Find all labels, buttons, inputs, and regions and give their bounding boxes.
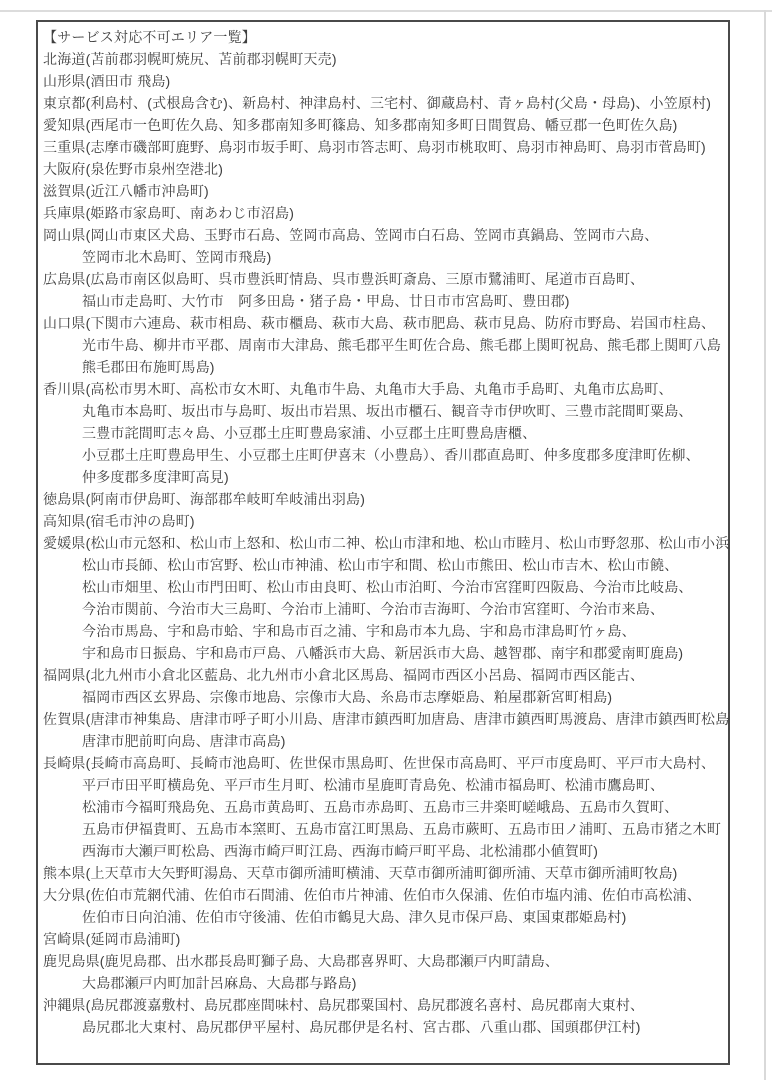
prefecture-entry: [43, 70, 724, 92]
area-line-continuation: 大島郡瀬戸内町加計呂麻島、大島郡与路島): [82, 975, 357, 991]
prefecture-entry: [43, 92, 724, 114]
area-line-continuation: 福岡市西区玄界島、宗像市地島、宗像市大島、糸島市志摩姫島、粕屋郡新宮町相島): [82, 689, 613, 705]
area-line-continuation: 福山市走島町、大竹市 阿多田島・猪子島・甲島、廿日市市宮島町、豊田郡): [82, 293, 570, 309]
area-line-continuation: 宇和島市日振島、宇和島市戸島、八幡浜市大島、新居浜市大島、越智郡、南宇和郡愛南町鹿島): [82, 645, 684, 661]
prefecture-entry: [43, 202, 724, 224]
prefecture-entry: [43, 532, 730, 664]
document-title: 【サービス対応不可エリア一覧】: [43, 29, 256, 45]
prefecture-entry: [43, 950, 724, 994]
area-line-continuation: 小豆郡土庄町豊島甲生、小豆郡土庄町伊喜末（小豊島）、香川郡直島町、仲多度郡多度津町佐柳、: [82, 447, 700, 463]
prefecture-entry: [43, 378, 724, 488]
page-top-edge-line: [0, 10, 772, 12]
prefecture-line: 山形県(酒田市 飛島): [43, 73, 171, 89]
prefecture-line: 愛知県(西尾市一色町佐久島、知多郡南知多町篠島、知多郡南知多町日間賀島、幡豆郡一色町佐久島): [43, 117, 678, 133]
prefecture-line: 兵庫県(姫路市家島町、南あわじ市沼島): [43, 205, 295, 221]
area-list: [43, 48, 730, 1038]
area-line-continuation: 今治市馬島、宇和島市蛤、宇和島市百之浦、宇和島市本九島、宇和島市津島町竹ヶ島、: [82, 623, 636, 639]
prefecture-entry: [43, 114, 724, 136]
prefecture-line: 大阪府(泉佐野市泉州空港北): [43, 161, 224, 177]
prefecture-entry: [43, 752, 724, 862]
prefecture-entry: [43, 224, 724, 268]
prefecture-line: 愛媛県(松山市元怒和、松山市上怒和、松山市二神、松山市津和地、松山市睦月、松山市野忽那、松山市小浜: [43, 535, 730, 551]
prefecture-entry: [43, 708, 730, 752]
area-line-continuation: 仲多度郡多度津町高見): [82, 469, 229, 485]
prefecture-line: 広島県(広島市南区似島町、呉市豊浜町情島、呉市豊浜町斎島、三原市鷺浦町、尾道市百島町、: [43, 271, 645, 287]
area-line-continuation: 光市牛島、柳井市平郡、周南市大津島、熊毛郡平生町佐合島、熊毛郡上関町祝島、熊毛郡上関町八島: [82, 337, 721, 353]
prefecture-line: 高知県(宿毛市沖の島町): [43, 513, 195, 529]
prefecture-entry: [43, 136, 724, 158]
area-line-continuation: 熊毛郡田布施町馬島): [82, 359, 215, 375]
prefecture-entry: [43, 884, 724, 928]
prefecture-line: 滋賀県(近江八幡市沖島町): [43, 183, 209, 199]
page-right-edge-line: [764, 10, 766, 1080]
prefecture-line: 長崎県(長崎市高島町、長崎市池島町、佐世保市黒島町、佐世保市高島町、平戸市度島町、平戸市大島村、: [43, 755, 716, 771]
area-line-continuation: 島尻郡北大東村、島尻郡伊平屋村、島尻郡伊是名村、宮古郡、八重山郡、国頭郡伊江村): [82, 1019, 641, 1035]
prefecture-line: 沖縄県(島尻郡渡嘉敷村、島尻郡座間味村、島尻郡粟国村、島尻郡渡名喜村、島尻郡南大東村、: [43, 997, 645, 1013]
prefecture-entry: [43, 312, 724, 378]
prefecture-line: 大分県(佐伯市荒網代浦、佐伯市石間浦、佐伯市片神浦、佐伯市久保浦、佐伯市塩内浦、佐伯市高松浦、: [43, 887, 702, 903]
prefecture-entry: [43, 268, 724, 312]
prefecture-line: 山口県(下関市六連島、萩市相島、萩市櫃島、萩市大島、萩市肥島、萩市見島、防府市野島、岩国市柱島、: [43, 315, 716, 331]
area-line-continuation: 松浦市今福町飛島免、五島市黄島町、五島市赤島町、五島市三井楽町嵯峨島、五島市久賀町、: [82, 799, 679, 815]
area-line-continuation: 丸亀市本島町、坂出市与島町、坂出市岩黒、坂出市櫃石、観音寺市伊吹町、三豊市詫間町粟島、: [82, 403, 693, 419]
area-line-continuation: 笠岡市北木島町、笠岡市飛島): [82, 249, 272, 265]
prefecture-line: 東京都(利島村、(式根島含む)、新島村、神津島村、三宅村、御蔵島村、青ヶ島村(父島・母島)、小笠原村): [43, 95, 712, 111]
area-line-continuation: 松山市長師、松山市宮野、松山市神浦、松山市宇和間、松山市熊田、松山市吉木、松山市饒、: [82, 557, 679, 573]
prefecture-entry: [43, 48, 724, 70]
prefecture-line: 福岡県(北九州市小倉北区藍島、北九州市小倉北区馬島、福岡市西区小呂島、福岡市西区能古、: [43, 667, 645, 683]
prefecture-entry: [43, 994, 724, 1038]
prefecture-line: 佐賀県(唐津市神集島、唐津市呼子町小川島、唐津市鎮西町加唐島、唐津市鎮西町馬渡島、唐津市鎮西町松島: [43, 711, 730, 727]
area-line-continuation: 松山市畑里、松山市門田町、松山市由良町、松山市泊町、今治市宮窪町四阪島、今治市比岐島、: [82, 579, 693, 595]
area-line-continuation: 平戸市田平町横島免、平戸市生月町、松浦市星鹿町青島免、松浦市福島町、松浦市鷹島町、: [82, 777, 665, 793]
prefecture-entry: [43, 862, 724, 884]
prefecture-entry: [43, 488, 724, 510]
prefecture-entry: [43, 510, 724, 532]
prefecture-line: 徳島県(阿南市伊島町、海部郡牟岐町牟岐浦出羽島): [43, 491, 366, 507]
prefecture-entry: [43, 928, 724, 950]
prefecture-line: 鹿児島県(鹿児島郡、出水郡長島町獅子島、大島郡喜界町、大島郡瀬戸内町請島、: [43, 953, 560, 969]
service-unavailable-area-document: [36, 20, 730, 1065]
area-line-continuation: 佐伯市日向泊浦、佐伯市守後浦、佐伯市鶴見大島、津久見市保戸島、東国東郡姫島村): [82, 909, 627, 925]
prefecture-entry: [43, 158, 724, 180]
prefecture-line: 三重県(志摩市磯部町鹿野、鳥羽市坂手町、鳥羽市答志町、鳥羽市桃取町、鳥羽市神島町、鳥羽市菅島町): [43, 139, 706, 155]
area-line-continuation: 五島市伊福貴町、五島市本窯町、五島市富江町黒島、五島市蕨町、五島市田ノ浦町、五島市猪之木町: [82, 821, 721, 837]
prefecture-entry: [43, 664, 724, 708]
area-line-continuation: 唐津市肥前町向島、唐津市高島): [82, 733, 286, 749]
prefecture-line: 香川県(高松市男木町、高松市女木町、丸亀市牛島、丸亀市大手島、丸亀市手島町、丸亀市広島町、: [43, 381, 673, 397]
prefecture-entry: [43, 180, 724, 202]
area-line-continuation: 西海市大瀬戸町松島、西海市崎戸町江島、西海市崎戸町平島、北松浦郡小値賀町): [82, 843, 599, 859]
area-line-continuation: 三豊市詫間町志々島、小豆郡土庄町豊島家浦、小豆郡土庄町豊島唐櫃、: [82, 425, 537, 441]
prefecture-line: 岡山県(岡山市東区犬島、玉野市石島、笠岡市高島、笠岡市白石島、笠岡市真鍋島、笠岡市六島、: [43, 227, 659, 243]
area-line-continuation: 今治市関前、今治市大三島町、今治市上浦町、今治市吉海町、今治市宮窪町、今治市来島、: [82, 601, 665, 617]
prefecture-line: 熊本県(上天草市大矢野町湯島、天草市御所浦町横浦、天草市御所浦町御所浦、天草市御所浦町牧島): [43, 865, 678, 881]
prefecture-line: 宮崎県(延岡市島浦町): [43, 931, 181, 947]
prefecture-line: 北海道(苫前郡羽幌町焼尻、苫前郡羽幌町天売): [43, 51, 337, 67]
